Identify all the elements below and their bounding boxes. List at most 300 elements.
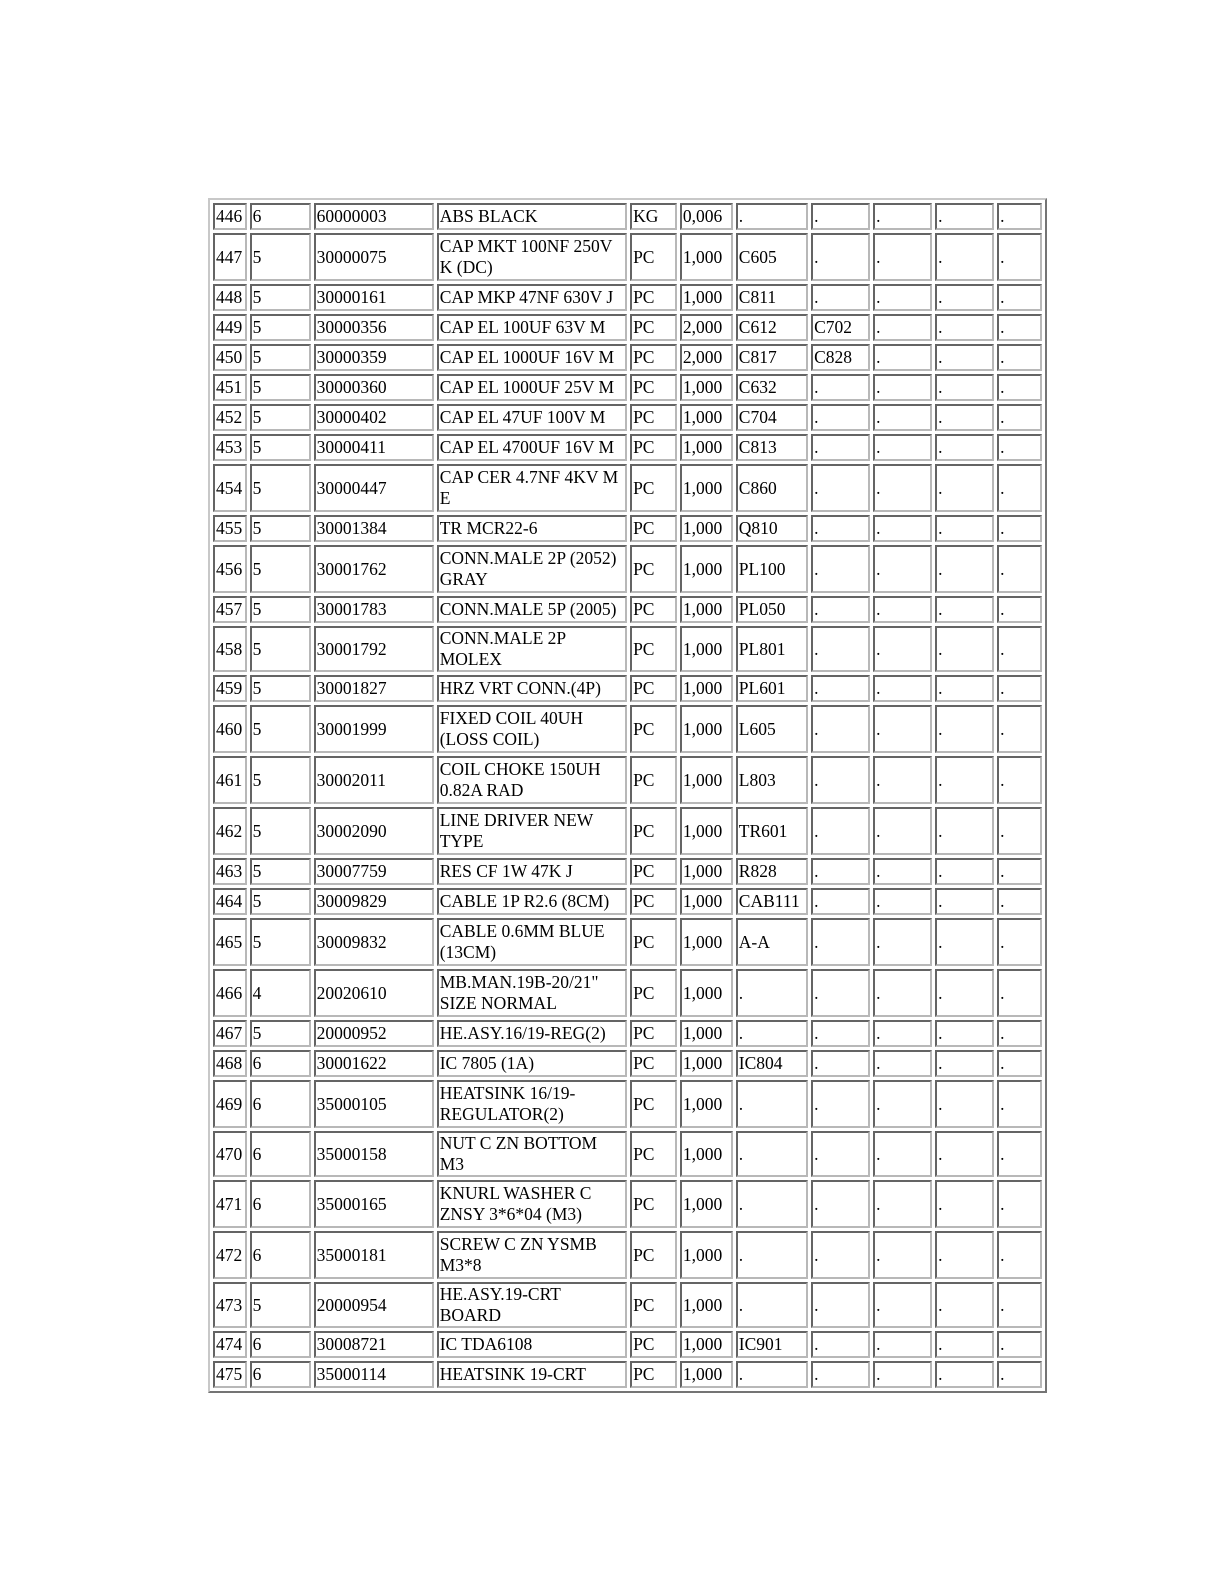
cell-ref-2: . [811,756,870,804]
cell-part-number: 35000181 [314,1231,434,1279]
cell-quantity: 1,000 [680,515,733,542]
cell-ref-3: . [873,596,932,623]
cell-part-number: 20000954 [314,1282,434,1328]
cell-item-number: 475 [213,1361,247,1388]
table-row [213,1231,1042,1279]
cell-description: CAP EL 100UF 63V M [437,314,627,341]
cell-part-number: 30001622 [314,1050,434,1077]
cell-ref-3: . [873,374,932,401]
cell-part-number: 30009832 [314,918,434,966]
cell-quantity: 1,000 [680,969,733,1017]
cell-item-number: 468 [213,1050,247,1077]
cell-ref-3: . [873,545,932,593]
cell-item-number: 460 [213,705,247,753]
cell-level: 5 [250,918,311,966]
cell-quantity: 1,000 [680,858,733,885]
cell-unit: PC [630,1080,677,1128]
cell-quantity: 0,006 [680,203,733,230]
cell-ref-2: . [811,1331,870,1358]
cell-ref-1: C704 [736,404,808,431]
cell-ref-4: . [935,314,994,341]
cell-item-number: 453 [213,434,247,461]
table-row [213,1282,1042,1328]
cell-unit: PC [630,434,677,461]
cell-quantity: 1,000 [680,1020,733,1047]
cell-ref-2: . [811,1282,870,1328]
cell-quantity: 1,000 [680,756,733,804]
cell-ref-1: R828 [736,858,808,885]
cell-ref-1: PL100 [736,545,808,593]
cell-description: CAP EL 4700UF 16V M [437,434,627,461]
cell-level: 5 [250,675,311,702]
cell-unit: PC [630,464,677,512]
table-row [213,374,1042,401]
cell-quantity: 1,000 [680,1282,733,1328]
cell-quantity: 1,000 [680,1231,733,1279]
cell-ref-3: . [873,807,932,855]
cell-part-number: 30001384 [314,515,434,542]
cell-ref-2: . [811,675,870,702]
cell-part-number: 35000114 [314,1361,434,1388]
cell-ref-4: . [935,1020,994,1047]
table-row [213,1331,1042,1358]
cell-ref-2: . [811,858,870,885]
cell-quantity: 2,000 [680,344,733,371]
cell-description: CABLE 1P R2.6 (8CM) [437,888,627,915]
cell-part-number: 35000158 [314,1131,434,1177]
cell-ref-4: . [935,434,994,461]
cell-quantity: 1,000 [680,404,733,431]
table-row [213,807,1042,855]
cell-level: 5 [250,464,311,512]
cell-ref-3: . [873,1050,932,1077]
cell-level: 5 [250,284,311,311]
cell-part-number: 30001762 [314,545,434,593]
cell-part-number: 30001827 [314,675,434,702]
cell-ref-3: . [873,344,932,371]
cell-ref-5: . [997,404,1042,431]
cell-unit: PC [630,233,677,281]
cell-ref-5: . [997,1080,1042,1128]
cell-ref-4: . [935,374,994,401]
cell-unit: PC [630,1331,677,1358]
cell-quantity: 1,000 [680,596,733,623]
cell-quantity: 1,000 [680,1361,733,1388]
cell-ref-2: C828 [811,344,870,371]
cell-part-number: 30000161 [314,284,434,311]
cell-description: SCREW C ZN YSMB M3*8 [437,1231,627,1279]
cell-item-number: 469 [213,1080,247,1128]
cell-ref-2: . [811,1020,870,1047]
cell-unit: PC [630,1231,677,1279]
table-row [213,233,1042,281]
cell-ref-2: . [811,203,870,230]
cell-ref-1: . [736,1020,808,1047]
cell-ref-4: . [935,858,994,885]
cell-ref-1: C612 [736,314,808,341]
cell-item-number: 451 [213,374,247,401]
cell-item-number: 457 [213,596,247,623]
cell-ref-1: . [736,203,808,230]
cell-unit: PC [630,626,677,672]
cell-part-number: 30002011 [314,756,434,804]
cell-part-number: 30000447 [314,464,434,512]
table-row [213,314,1042,341]
cell-ref-2: . [811,545,870,593]
cell-level: 5 [250,374,311,401]
cell-item-number: 456 [213,545,247,593]
table-row [213,596,1042,623]
cell-item-number: 459 [213,675,247,702]
cell-ref-2: . [811,1180,870,1228]
cell-description: IC TDA6108 [437,1331,627,1358]
cell-ref-4: . [935,284,994,311]
cell-unit: PC [630,374,677,401]
cell-ref-5: . [997,233,1042,281]
cell-item-number: 461 [213,756,247,804]
cell-ref-4: . [935,1331,994,1358]
cell-ref-3: . [873,675,932,702]
cell-quantity: 1,000 [680,918,733,966]
table-row [213,626,1042,672]
cell-level: 5 [250,807,311,855]
cell-ref-1: PL801 [736,626,808,672]
cell-ref-4: . [935,918,994,966]
cell-ref-1: PL050 [736,596,808,623]
cell-item-number: 452 [213,404,247,431]
cell-ref-1: C605 [736,233,808,281]
cell-item-number: 463 [213,858,247,885]
cell-ref-2: . [811,1231,870,1279]
cell-ref-2: . [811,404,870,431]
cell-quantity: 1,000 [680,284,733,311]
cell-description: HE.ASY.16/19-REG(2) [437,1020,627,1047]
cell-ref-5: . [997,1131,1042,1177]
cell-ref-3: . [873,1361,932,1388]
table-row [213,545,1042,593]
cell-part-number: 20000952 [314,1020,434,1047]
cell-ref-5: . [997,545,1042,593]
cell-quantity: 1,000 [680,233,733,281]
cell-ref-2: . [811,969,870,1017]
table-row [213,1131,1042,1177]
cell-ref-1: L803 [736,756,808,804]
cell-ref-2: . [811,374,870,401]
cell-level: 6 [250,1180,311,1228]
cell-item-number: 465 [213,918,247,966]
cell-quantity: 1,000 [680,1131,733,1177]
table-row [213,888,1042,915]
cell-ref-2: . [811,596,870,623]
cell-unit: PC [630,756,677,804]
cell-ref-1: . [736,1282,808,1328]
cell-ref-4: . [935,807,994,855]
cell-description: CAP EL 47UF 100V M [437,404,627,431]
cell-unit: PC [630,515,677,542]
cell-ref-2: . [811,233,870,281]
cell-ref-1: CAB111 [736,888,808,915]
cell-level: 5 [250,1282,311,1328]
cell-ref-4: . [935,1180,994,1228]
cell-ref-3: . [873,233,932,281]
cell-description: CAP MKT 100NF 250V K (DC) [437,233,627,281]
cell-part-number: 20020610 [314,969,434,1017]
cell-item-number: 464 [213,888,247,915]
table-row [213,705,1042,753]
cell-ref-3: . [873,1131,932,1177]
cell-level: 5 [250,1020,311,1047]
cell-ref-3: . [873,404,932,431]
table-row [213,1020,1042,1047]
cell-ref-3: . [873,1231,932,1279]
cell-description: CAP CER 4.7NF 4KV M E [437,464,627,512]
cell-ref-4: . [935,1231,994,1279]
table-row [213,756,1042,804]
cell-description: CABLE 0.6MM BLUE (13CM) [437,918,627,966]
cell-item-number: 470 [213,1131,247,1177]
cell-part-number: 30000402 [314,404,434,431]
cell-ref-2: . [811,1131,870,1177]
cell-ref-3: . [873,314,932,341]
parts-list-body [213,203,1042,1388]
cell-item-number: 474 [213,1331,247,1358]
cell-ref-3: . [873,858,932,885]
cell-ref-5: . [997,284,1042,311]
cell-ref-1: TR601 [736,807,808,855]
cell-description: CAP EL 1000UF 16V M [437,344,627,371]
cell-ref-3: . [873,464,932,512]
cell-unit: PC [630,1050,677,1077]
cell-ref-1: C811 [736,284,808,311]
cell-quantity: 1,000 [680,374,733,401]
cell-ref-4: . [935,404,994,431]
table-row [213,464,1042,512]
cell-unit: PC [630,1282,677,1328]
cell-level: 5 [250,515,311,542]
cell-ref-5: . [997,434,1042,461]
cell-quantity: 1,000 [680,464,733,512]
cell-ref-2: . [811,626,870,672]
cell-level: 6 [250,203,311,230]
cell-ref-1: . [736,969,808,1017]
cell-level: 5 [250,705,311,753]
table-row [213,969,1042,1017]
cell-ref-5: . [997,626,1042,672]
cell-ref-2: . [811,434,870,461]
table-row [213,1180,1042,1228]
cell-ref-4: . [935,344,994,371]
cell-level: 5 [250,756,311,804]
table-row [213,1361,1042,1388]
cell-ref-1: C817 [736,344,808,371]
table-row [213,344,1042,371]
cell-ref-5: . [997,1050,1042,1077]
cell-level: 6 [250,1361,311,1388]
cell-ref-1: C632 [736,374,808,401]
cell-item-number: 471 [213,1180,247,1228]
cell-level: 5 [250,434,311,461]
cell-ref-1: IC901 [736,1331,808,1358]
cell-quantity: 1,000 [680,888,733,915]
cell-ref-4: . [935,705,994,753]
cell-description: IC 7805 (1A) [437,1050,627,1077]
cell-quantity: 1,000 [680,705,733,753]
cell-part-number: 30008721 [314,1331,434,1358]
cell-unit: PC [630,404,677,431]
cell-description: HEATSINK 16/19-REGULATOR(2) [437,1080,627,1128]
cell-unit: PC [630,1020,677,1047]
cell-level: 6 [250,1131,311,1177]
cell-level: 5 [250,404,311,431]
cell-ref-1: Q810 [736,515,808,542]
cell-ref-4: . [935,969,994,1017]
cell-level: 6 [250,1331,311,1358]
cell-part-number: 35000105 [314,1080,434,1128]
cell-unit: PC [630,344,677,371]
table-row [213,203,1042,230]
cell-ref-4: . [935,675,994,702]
cell-item-number: 450 [213,344,247,371]
cell-description: HRZ VRT CONN.(4P) [437,675,627,702]
parts-list-table [208,198,1047,1393]
cell-item-number: 454 [213,464,247,512]
cell-level: 5 [250,314,311,341]
cell-ref-2: C702 [811,314,870,341]
cell-ref-5: . [997,203,1042,230]
cell-ref-5: . [997,1282,1042,1328]
cell-unit: PC [630,705,677,753]
cell-ref-3: . [873,284,932,311]
cell-ref-3: . [873,1282,932,1328]
cell-description: HE.ASY.19-CRT BOARD [437,1282,627,1328]
cell-description: HEATSINK 19-CRT [437,1361,627,1388]
cell-ref-1: . [736,1361,808,1388]
cell-ref-5: . [997,1231,1042,1279]
cell-unit: PC [630,1131,677,1177]
cell-level: 4 [250,969,311,1017]
cell-ref-4: . [935,515,994,542]
table-row [213,1080,1042,1128]
cell-ref-1: IC804 [736,1050,808,1077]
cell-item-number: 455 [213,515,247,542]
cell-level: 6 [250,1080,311,1128]
cell-ref-3: . [873,626,932,672]
cell-quantity: 1,000 [680,545,733,593]
cell-ref-4: . [935,545,994,593]
cell-item-number: 447 [213,233,247,281]
cell-part-number: 30000360 [314,374,434,401]
cell-ref-5: . [997,858,1042,885]
cell-level: 5 [250,545,311,593]
cell-ref-2: . [811,705,870,753]
cell-item-number: 462 [213,807,247,855]
cell-item-number: 472 [213,1231,247,1279]
cell-ref-5: . [997,705,1042,753]
cell-quantity: 1,000 [680,675,733,702]
cell-ref-4: . [935,1361,994,1388]
cell-part-number: 35000165 [314,1180,434,1228]
cell-ref-5: . [997,1180,1042,1228]
cell-ref-1: . [736,1231,808,1279]
cell-unit: KG [630,203,677,230]
cell-ref-1: . [736,1180,808,1228]
cell-part-number: 60000003 [314,203,434,230]
cell-level: 6 [250,1231,311,1279]
cell-unit: PC [630,888,677,915]
table-row [213,675,1042,702]
table-row [213,1050,1042,1077]
cell-description: RES CF 1W 47K J [437,858,627,885]
cell-level: 6 [250,1050,311,1077]
cell-quantity: 1,000 [680,1180,733,1228]
cell-level: 5 [250,596,311,623]
cell-unit: PC [630,545,677,593]
cell-ref-3: . [873,1020,932,1047]
cell-unit: PC [630,314,677,341]
cell-quantity: 1,000 [680,1050,733,1077]
cell-part-number: 30000359 [314,344,434,371]
cell-unit: PC [630,1180,677,1228]
cell-unit: PC [630,675,677,702]
cell-ref-5: . [997,1361,1042,1388]
cell-item-number: 467 [213,1020,247,1047]
cell-description: KNURL WASHER C ZNSY 3*6*04 (M3) [437,1180,627,1228]
cell-quantity: 1,000 [680,434,733,461]
cell-part-number: 30000356 [314,314,434,341]
cell-quantity: 1,000 [680,1080,733,1128]
cell-quantity: 1,000 [680,626,733,672]
cell-quantity: 2,000 [680,314,733,341]
cell-ref-5: . [997,464,1042,512]
cell-ref-5: . [997,344,1042,371]
cell-description: CONN.MALE 5P (2005) [437,596,627,623]
cell-ref-5: . [997,314,1042,341]
cell-ref-2: . [811,918,870,966]
cell-ref-5: . [997,675,1042,702]
cell-ref-4: . [935,1282,994,1328]
cell-quantity: 1,000 [680,807,733,855]
cell-ref-4: . [935,1080,994,1128]
cell-description: NUT C ZN BOTTOM M3 [437,1131,627,1177]
cell-description: LINE DRIVER NEW TYPE [437,807,627,855]
cell-ref-2: . [811,1080,870,1128]
cell-ref-5: . [997,374,1042,401]
cell-ref-1: L605 [736,705,808,753]
cell-unit: PC [630,807,677,855]
cell-ref-5: . [997,918,1042,966]
cell-ref-2: . [811,1361,870,1388]
cell-ref-3: . [873,888,932,915]
cell-ref-1: PL601 [736,675,808,702]
cell-ref-3: . [873,434,932,461]
cell-description: CAP MKP 47NF 630V J [437,284,627,311]
cell-ref-1: C860 [736,464,808,512]
cell-ref-2: . [811,888,870,915]
cell-ref-4: . [935,756,994,804]
cell-ref-2: . [811,464,870,512]
cell-item-number: 448 [213,284,247,311]
cell-ref-4: . [935,203,994,230]
cell-unit: PC [630,918,677,966]
cell-part-number: 30002090 [314,807,434,855]
table-row [213,515,1042,542]
cell-ref-4: . [935,596,994,623]
cell-ref-1: . [736,1131,808,1177]
table-row [213,918,1042,966]
cell-description: TR MCR22-6 [437,515,627,542]
cell-ref-5: . [997,888,1042,915]
cell-ref-5: . [997,807,1042,855]
